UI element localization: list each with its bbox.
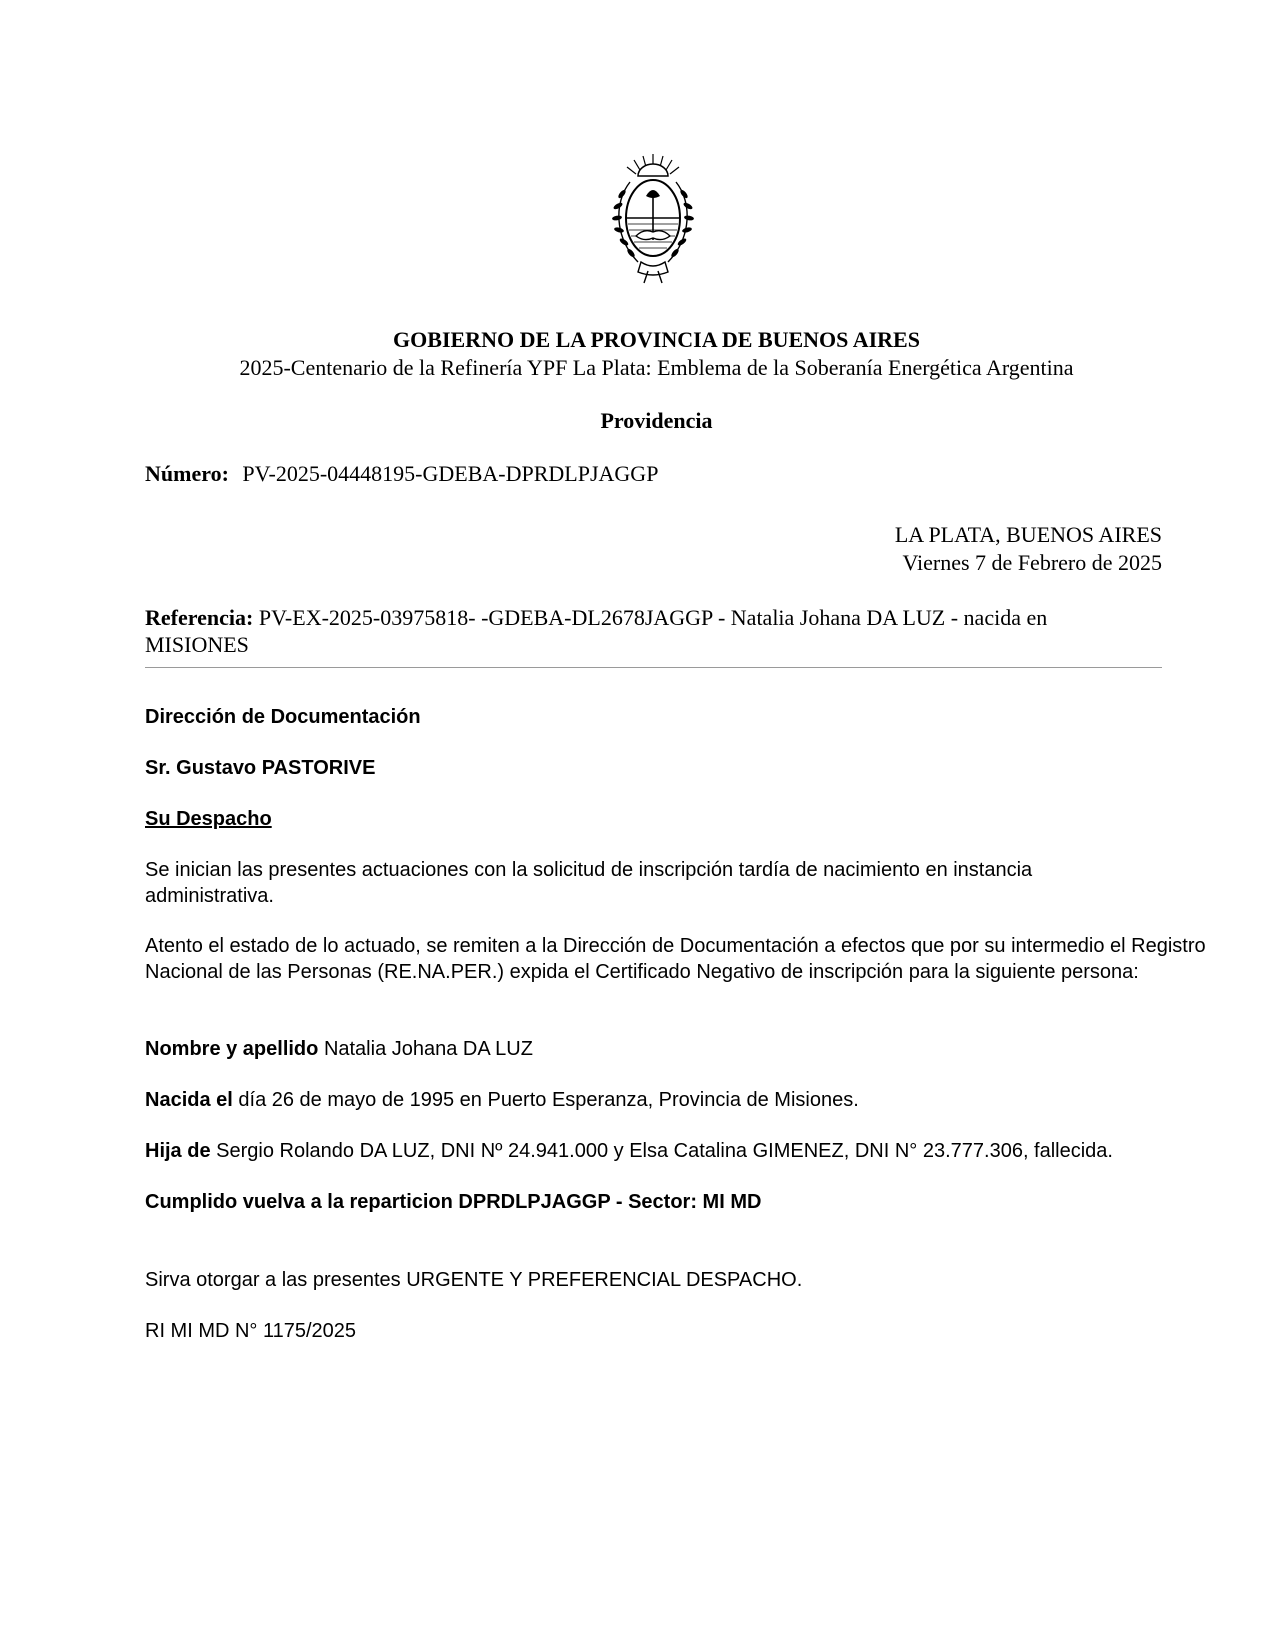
parents-value: Sergio Rolando DA LUZ, DNI Nº 24.941.000 y Elsa Catalina GIMENEZ, DNI N° 23.777.306, fallecida.: [216, 1140, 1113, 1162]
return-instruction: Cumplido vuelva a la reparticion DPRDLPJAGGP - Sector: MI MD: [145, 1191, 762, 1213]
document-number-label: Número:: [145, 461, 229, 486]
reference-label: Referencia:: [145, 605, 254, 630]
document-date: Viernes 7 de Febrero de 2025: [902, 550, 1162, 575]
header-divider: [145, 667, 1162, 668]
internal-reference-number: RI MI MD N° 1175/2025: [145, 1320, 357, 1342]
su-despacho-line: [145, 806, 1235, 832]
birth-value: día 26 de mayo de 1995 en Puerto Esperanza, Provincia de Misiones.: [238, 1089, 859, 1111]
paragraph-request: Atento el estado de lo actuado, se remiten a la Dirección de Documentación a efectos que por su intermedio el Registro Nacional de las Personas (RE.NA.PER.) expida el Certificado Negativo de inscripción para la siguiente persona:: [145, 935, 1206, 983]
urgency-note: Sirva otorgar a las presentes URGENTE Y PREFERENCIAL DESPACHO.: [145, 1269, 803, 1291]
person-name-label: Nombre y apellido: [145, 1038, 319, 1060]
year-motto: 2025-Centenario de la Refinería YPF La Plata: Emblema de la Soberanía Energética Argentina: [239, 355, 1074, 380]
birth-label: Nacida el: [145, 1089, 233, 1111]
place-and-date: [895, 521, 1162, 577]
place-city: LA PLATA, BUENOS AIRES: [894, 522, 1162, 547]
coat-of-arms-icon: [608, 152, 698, 284]
document-type: Providencia: [600, 408, 713, 433]
government-title: GOBIERNO DE LA PROVINCIA DE BUENOS AIRES: [393, 327, 920, 352]
su-despacho: Su Despacho: [145, 808, 272, 830]
recipient-name: Sr. Gustavo PASTORIVE: [145, 757, 376, 779]
document-number: [145, 461, 658, 487]
paragraph-intro: Se inician las presentes actuaciones con la solicitud de inscripción tardía de nacimiento en instancia administrativa.: [145, 859, 1033, 907]
document-number-value: PV-2025-04448195-GDEBA-DPRDLPJAGGP: [242, 461, 659, 486]
parents-line: [145, 1138, 1235, 1164]
parents-label: Hija de: [145, 1140, 211, 1162]
recipient-office: Dirección de Documentación: [145, 706, 421, 728]
reference: [145, 604, 1125, 658]
birth-line: [145, 1087, 1235, 1113]
reference-value: PV-EX-2025-03975818- -GDEBA-DL2678JAGGP - Natalia Johana DA LUZ - nacida en MISIONES: [145, 605, 1048, 657]
person-name-line: [145, 1036, 1235, 1062]
person-name-value: Natalia Johana DA LUZ: [323, 1038, 533, 1060]
